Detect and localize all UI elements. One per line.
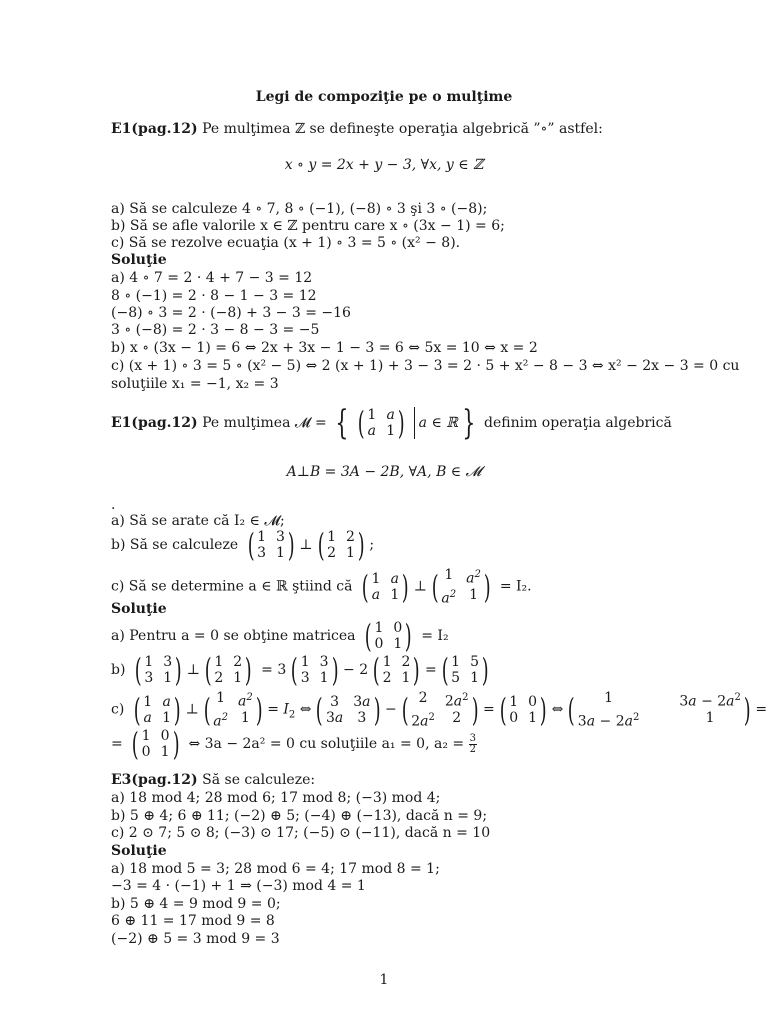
e2-solution-heading: Soluţie <box>111 601 167 617</box>
fraction-denominator: 2 <box>469 743 476 755</box>
e1-solution-line: soluţiile x₁ = −1, x₂ = 3 <box>111 376 279 392</box>
e2-solution-c-label: c) <box>111 701 125 718</box>
e2-part-b-end: ; <box>369 537 375 553</box>
set-condition: a ∈ ℝ <box>418 415 458 431</box>
e2-part-b-text: b) Să se calculeze <box>111 537 239 553</box>
e2-heading: E1(pag.12) <box>111 415 198 431</box>
e1-solution-line: b) x ∘ (3x − 1) = 6 ⇔ 2x + 3x − 1 − 3 = 6 ⇔ 5x = 10 ⇔ x = 2 <box>111 340 538 356</box>
equals-sign: = <box>111 736 123 752</box>
e2-solution-b: b) ( 1 3 3 1 ) ⊥ ( 1 2 2 1 ) = 3 ( 1 3 3 1 ) − 2 ( 1 2 2 1 ) = ( 1 5 5 1 ) <box>111 654 494 686</box>
page-title: Legi de compoziţie pe o mulţime <box>255 89 513 105</box>
matrix: ( 1 $3a - 2a^2$ $3a - 2a^2$ 1 ) <box>568 690 751 730</box>
e3-part-c: c) 2 ⊙ 7; 5 ⊙ 8; (−3) ⊙ 17; (−5) ⊙ (−11), dacă n = 10 <box>111 825 491 841</box>
e2-solution-c-cont <box>111 725 477 763</box>
matrix: ( 2 $2a^2$ $2a^2$ 2 ) <box>401 690 479 730</box>
e1-solution-line: (−8) ∘ 3 = 2 · (−8) + 3 − 3 = −16 <box>111 305 351 321</box>
fraction-numerator: 3 <box>469 732 476 744</box>
e3-solution-line: −3 = 4 · (−1) + 1 ⇒ (−3) mod 4 = 1 <box>111 878 366 894</box>
e1-solution-line: c) (x + 1) ∘ 3 = 5 ∘ (x² − 5) ⇔ 2 (x + 1) + 3 − 3 = 2 · 5 + x² − 8 − 3 ⇔ x² − 2x − 3 = 0 cu <box>111 358 740 374</box>
e2-solution-c-result: ⇔ 3a − 2a² = 0 cu soluţiile a₁ = 0, a₂ = <box>188 736 465 752</box>
matrix: ( 1 0 0 1 ) <box>131 725 180 763</box>
matrix: ( 1 $a^2$ $a^2$ 1 ) <box>431 567 491 607</box>
e2-part-c-text: c) Să se determine a ∈ ℝ ştiind că <box>111 578 353 595</box>
e2-part-c-end: = I₂. <box>499 578 532 595</box>
e3-solution-line: a) 18 mod 5 = 3; 28 mod 6 = 4; 17 mod 8 = 1; <box>111 861 440 877</box>
e2-solution-a-end: = I₂ <box>421 628 449 644</box>
matrix: ( 3 3a 3a 3 ) <box>316 690 381 729</box>
e1-solution-line: 8 ∘ (−1) = 2 · 8 − 1 − 3 = 12 <box>111 288 317 304</box>
e1-solution-heading: Soluţie <box>111 252 167 268</box>
e1-solution-line: 3 ∘ (−8) = 2 · 3 − 8 − 3 = −5 <box>111 322 320 338</box>
e2-part-b: b) Să se calculeze ( 1 3 3 1 ) ⊥ ( 1 2 2 1 ) ; <box>111 526 375 564</box>
e3-part-a: a) 18 mod 4; 28 mod 6; 17 mod 8; (−3) mod 4; <box>111 790 441 806</box>
e3-solution-line: b) 5 ⊕ 4 = 9 mod 9 = 0; <box>111 896 281 912</box>
e2-part-c: c) Să se determine a ∈ ℝ ştiind că ( 1 a a 1 ) ⊥ ( 1 $a^2$ $a^2$ 1 ) = I₂. <box>111 567 532 607</box>
e3-heading: E3(pag.12) <box>111 772 198 788</box>
e3-intro: Să se calculeze: <box>202 772 316 788</box>
matrix: ( 1 a a 1 ) <box>133 690 181 729</box>
e3-statement <box>111 772 315 789</box>
right-brace-symbol: } <box>462 403 476 443</box>
e1-part-b: b) Să se afle valorile x ∈ ℤ pentru care x ∘ (3x − 1) = 6; <box>111 218 505 234</box>
e2-pre: Pe mulţimea 𝓜 = <box>202 415 327 431</box>
e1-formula: x ∘ y = 2x + y − 3, ∀x, y ∈ ℤ <box>284 157 484 173</box>
matrix: ( 1 3 3 1 ) <box>134 651 182 689</box>
e2-dot: . <box>111 497 116 513</box>
e2-solution-a <box>111 617 449 655</box>
e2-post: definim operaţia algebrică <box>484 415 672 431</box>
e1-statement <box>111 121 603 138</box>
e2-statement <box>111 403 672 443</box>
matrix: ( 1 0 0 1 ) <box>364 617 412 655</box>
e1-intro: Pe mulţimea ℤ se defineşte operaţia algebrică ”∘” astfel: <box>202 121 603 137</box>
e3-solution-line: 6 ⊕ 11 = 17 mod 9 = 8 <box>111 913 275 929</box>
e1-heading: E1(pag.12) <box>111 121 198 137</box>
matrix: ( 1 2 2 1 ) <box>204 651 252 689</box>
matrix: ( 1 a a 1 ) <box>357 404 405 442</box>
matrix: ( 1 5 5 1 ) <box>441 651 489 689</box>
e2-formula: A⊥B = 3A − 2B, ∀A, B ∈ 𝓜 <box>286 464 482 480</box>
matrix: ( 1 2 2 1 ) <box>317 526 365 564</box>
set-bar <box>414 407 415 439</box>
matrix: ( 1 3 3 1 ) <box>291 651 339 689</box>
matrix: ( 1 2 2 1 ) <box>372 651 421 689</box>
matrix: ( 1 3 3 1 ) <box>247 526 295 564</box>
matrix: ( 1 a a 1 ) <box>361 567 409 606</box>
e1-part-a: a) Să se calculeze 4 ∘ 7, 8 ∘ (−1), (−8) ∘ 3 şi 3 ∘ (−8); <box>111 201 488 217</box>
e3-part-b: b) 5 ⊕ 4; 6 ⊕ 11; (−2) ⊕ 5; (−4) ⊕ (−13), dacă n = 9; <box>111 808 488 824</box>
e2-part-a: a) Să se arate că I₂ ∈ 𝓜; <box>111 513 285 529</box>
e2-solution-a-text: a) Pentru a = 0 se obţine matricea <box>111 628 356 644</box>
e2-solution-b-label: b) <box>111 662 126 678</box>
e1-part-c: c) Să se rezolve ecuaţia (x + 1) ∘ 3 = 5 ∘ (x² − 8). <box>111 235 461 251</box>
matrix: ( 1 $a^2$ $a^2$ 1 ) <box>203 690 263 730</box>
matrix: ( 1 0 0 1 ) <box>499 690 547 729</box>
fraction <box>469 734 477 755</box>
left-brace-symbol: { <box>335 403 349 443</box>
e2-solution-c: c) ( 1 a a 1 ) ⊥ ( 1 $a^2$ $a^2$ 1 ) = $I_2$ ⇔ ( 3 3a 3a 3 ) − ( 2 $2a^2$ $2a^2$ 2 ) = ( 1 0 0 1 ) ⇔ ( 1 $3a - 2a^2$ $3a - 2a^2$ 1 ) = <box>111 690 768 730</box>
e1-solution-line: a) 4 ∘ 7 = 2 · 4 + 7 − 3 = 12 <box>111 270 313 286</box>
e3-solution-heading: Soluţie <box>111 843 167 859</box>
e3-solution-line: (−2) ⊕ 5 = 3 mod 9 = 3 <box>111 931 280 947</box>
page-number: 1 <box>379 972 389 988</box>
